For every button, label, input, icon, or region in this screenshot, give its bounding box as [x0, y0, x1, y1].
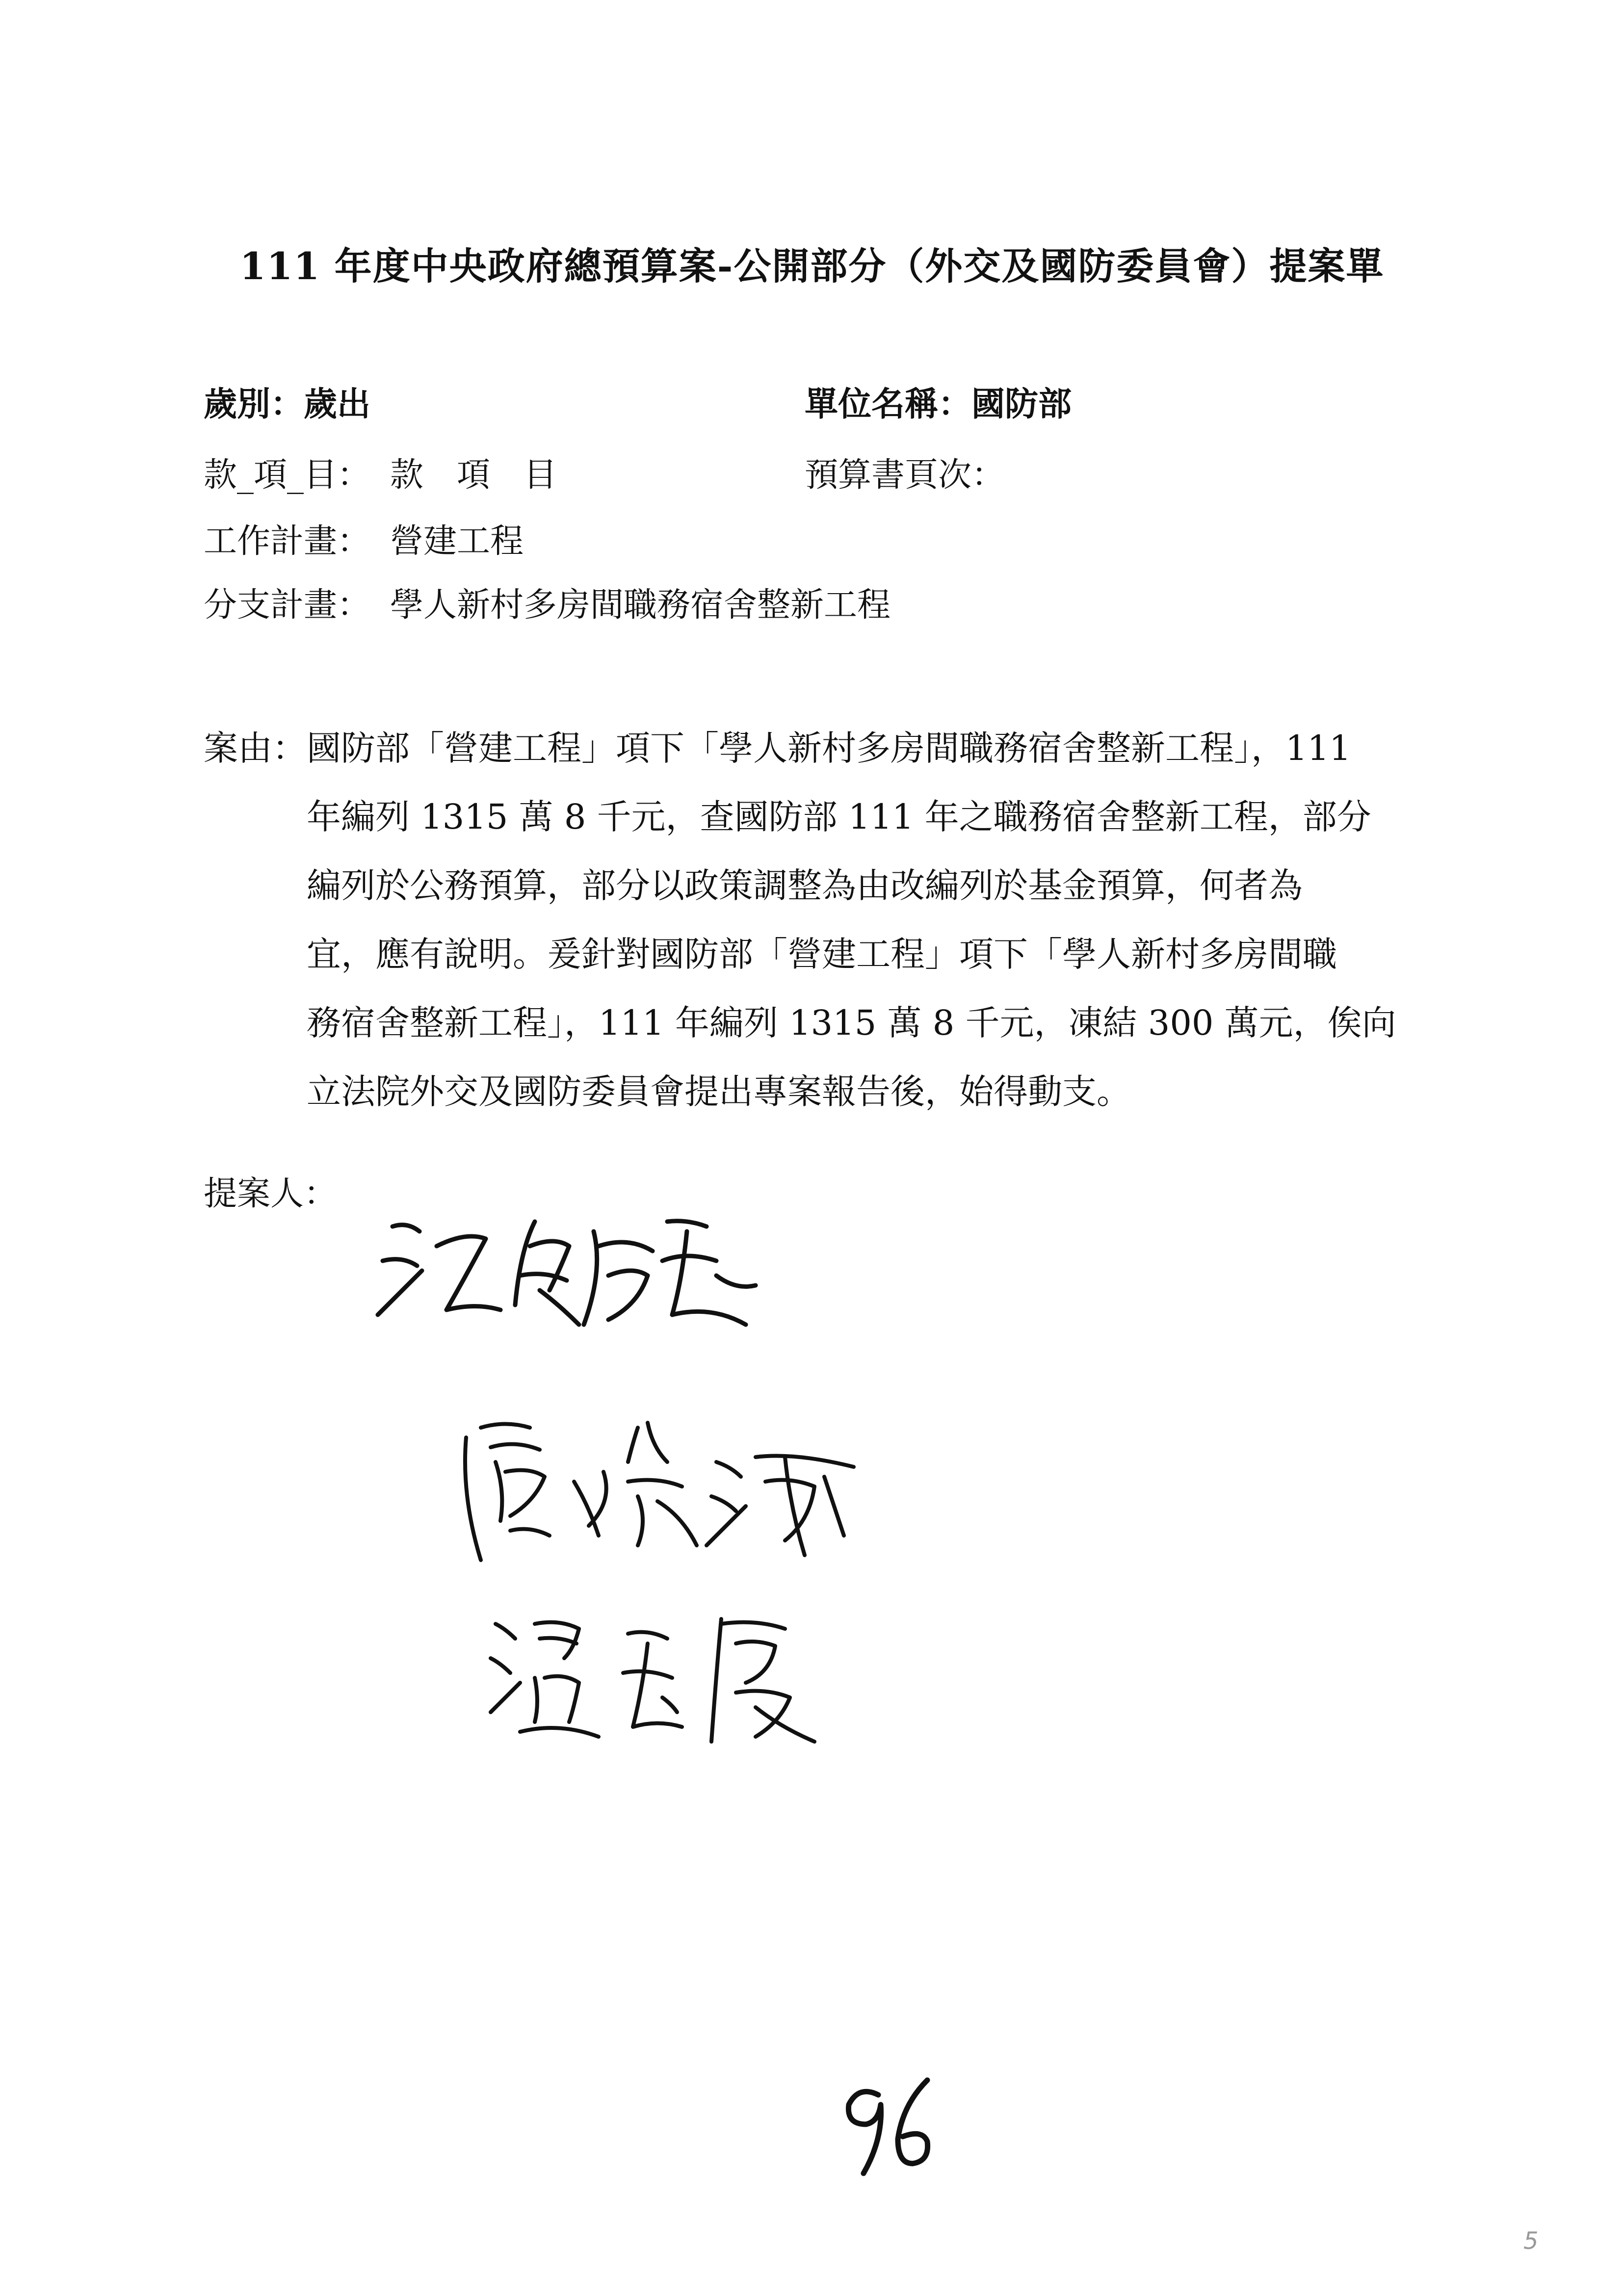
unit-name-value: 國防部 — [971, 385, 1072, 424]
signature-3 — [481, 1599, 834, 1747]
work-plan-label: 工作計畫： — [204, 522, 371, 561]
signature-1 — [373, 1192, 775, 1339]
item-label: 款_項_目： — [204, 456, 371, 495]
corner-mark: 5 — [1523, 2227, 1539, 2255]
case-reason-line: 年編列 1315 萬 8 千元，查國防部 111 年之職務宿舍整新工程，部分 — [307, 797, 1371, 837]
signature-2 — [451, 1408, 883, 1565]
work-plan-field — [204, 522, 524, 561]
page-number — [829, 2065, 947, 2185]
sub-plan-label: 分支計畫： — [204, 586, 371, 625]
case-reason-line: 編列於公務預算，部分以政策調整為由改編列於基金預算，何者為 — [307, 865, 1303, 906]
budget-page-field — [805, 456, 1005, 495]
budget-type-label: 歲別： — [204, 385, 304, 424]
budget-page-label: 預算書頁次： — [805, 456, 1005, 495]
unit-name-field — [805, 385, 1072, 424]
case-reason-line: 務宿舍整新工程」，111 年編列 1315 萬 8 千元，凍結 300 萬元，俟向 — [307, 1003, 1396, 1043]
unit-name-label: 單位名稱： — [805, 385, 972, 424]
budget-type-value: 歲出 — [304, 385, 371, 424]
case-reason — [204, 714, 1479, 1126]
sub-plan-field — [204, 586, 891, 625]
item-value: 款 項 目 — [390, 456, 557, 495]
case-reason-line: 宜，應有說明。爰針對國防部「營建工程」項下「學人新村多房間職 — [307, 934, 1337, 974]
document-title: 111 年度中央政府總預算案-公開部分（外交及國防委員會）提案單 — [239, 244, 1385, 288]
case-reason-label: 案由： — [204, 728, 307, 768]
sub-plan-value: 學人新村多房間職務宿舍整新工程 — [390, 586, 891, 625]
budget-type-field — [204, 385, 371, 424]
case-reason-body — [307, 714, 1479, 1126]
item-field — [204, 456, 557, 495]
proposer-label: 提案人： — [204, 1174, 338, 1213]
work-plan-value: 營建工程 — [390, 522, 524, 561]
case-reason-line: 立法院外交及國防委員會提出專案報告後，始得動支。 — [307, 1071, 1131, 1112]
case-reason-line: 國防部「營建工程」項下「學人新村多房間職務宿舍整新工程」，111 — [307, 728, 1351, 768]
